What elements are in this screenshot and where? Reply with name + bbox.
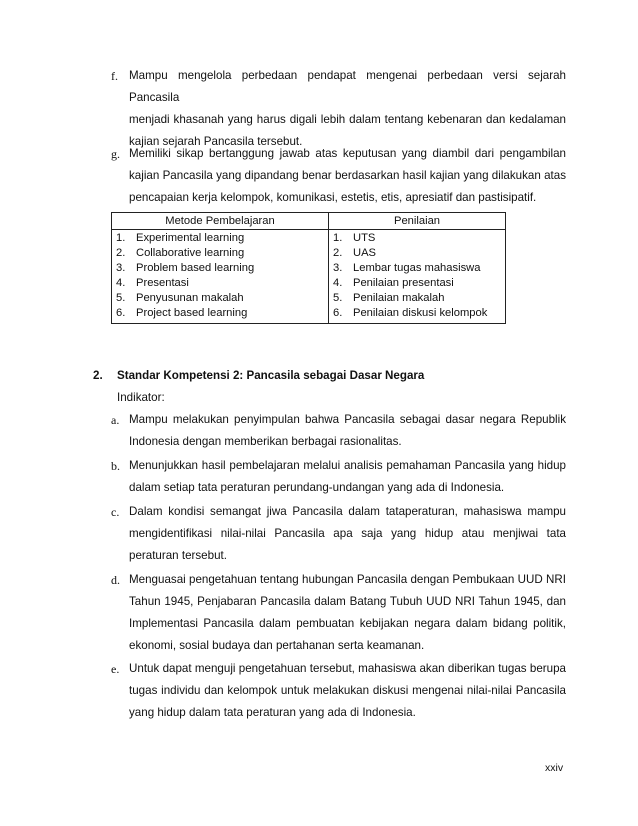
item-line: Indonesia dengan memberikan berbagai rasionalitas. xyxy=(129,435,402,448)
item-line: pencapaian kerja kelompok, komunikasi, estetis, etis, apresiatif dan pastisipatif. xyxy=(129,191,537,204)
item-line: Menunjukkan hasil pembelajaran melalui analisis pemahaman Pancasila yang hidup xyxy=(129,459,566,472)
item-line: Menguasai pengetahuan tentang hubungan Pancasila dengan Pembukaan UUD NRI xyxy=(129,573,566,586)
list-item-e xyxy=(111,658,566,724)
item-line: dalam setiap tata peraturan perundang-undangan yang ada di Indonesia. xyxy=(129,481,505,494)
metode-item: 1. Experimental learning xyxy=(116,232,245,244)
list-item-c xyxy=(111,501,566,567)
metode-item: 6. Project based learning xyxy=(116,307,248,319)
penilaian-item: 3. Lembar tugas mahasiswa xyxy=(333,262,481,274)
item-label: c. xyxy=(111,505,120,519)
list-item-g xyxy=(111,143,566,209)
learning-method-table xyxy=(111,212,506,324)
item-line: yang hidup dalam tata peraturan yang ada di Indonesia. xyxy=(129,706,416,719)
list-item-b xyxy=(111,455,566,499)
penilaian-cell xyxy=(329,230,506,324)
item-line: Tahun 1945, Penjabaran Pancasila dalam Batang Tubuh UUD NRI Tahun 1945, dan xyxy=(129,595,566,608)
penilaian-item: 5. Penilaian makalah xyxy=(333,292,445,304)
section-heading xyxy=(93,366,424,386)
table-header-metode: Metode Pembelajaran xyxy=(112,213,329,230)
metode-cell xyxy=(112,230,329,324)
item-line: Dalam kondisi semangat jiwa Pancasila dalam tataperaturan, mahasiswa mampu xyxy=(129,505,566,518)
metode-item: 5. Penyusunan makalah xyxy=(116,292,244,304)
table-header-penilaian: Penilaian xyxy=(329,213,506,230)
item-label: d. xyxy=(111,573,120,587)
penilaian-item: 4. Penilaian presentasi xyxy=(333,277,454,289)
item-line: kajian Pancasila yang dipandang benar berdasarkan hasil kajian yang dilakukan atas xyxy=(129,169,566,182)
item-line: kajian sejarah Pancasila tersebut. xyxy=(129,135,303,148)
page-number: xxiv xyxy=(545,762,564,774)
item-line: Implementasi Pancasila dalam pembuatan kebijakan negara dalam bidang politik, xyxy=(129,617,566,630)
list-item-a xyxy=(111,409,566,453)
list-item-d xyxy=(111,569,566,657)
item-line: tugas individu dan kelompok untuk melakukan diskusi mengenai nilai-nilai Pancasila xyxy=(129,684,566,697)
item-line: ekonomi, sosial budaya dan pertahanan serta keamanan. xyxy=(129,639,425,652)
item-label: a. xyxy=(111,413,120,427)
indikator-label: Indikator: xyxy=(117,391,165,404)
metode-item: 2. Collaborative learning xyxy=(116,247,245,259)
penilaian-item: 1. UTS xyxy=(333,232,376,244)
item-label: f. xyxy=(111,69,118,83)
item-label: e. xyxy=(111,662,120,676)
item-line: Untuk dapat menguji pengetahuan tersebut, mahasiswa akan diberikan tugas berupa xyxy=(129,662,566,675)
penilaian-item: 6. Penilaian diskusi kelompok xyxy=(333,307,488,319)
item-line: menjadi khasanah yang harus digali lebih dalam tentang kebenaran dan kedalaman xyxy=(129,113,566,126)
table-row xyxy=(112,230,506,324)
item-line: Mampu melakukan penyimpulan bahwa Pancasila sebagai dasar negara Republik xyxy=(129,413,566,426)
item-line: peraturan tersebut. xyxy=(129,549,227,562)
item-line: Mampu mengelola perbedaan pendapat mengenai perbedaan versi sejarah Pancasila xyxy=(129,69,566,104)
section-number: 2. xyxy=(93,369,103,382)
list-item-f xyxy=(111,65,566,153)
item-line: mengidentifikasi nilai-nilai Pancasila apa saja yang hidup atau menjiwai tata xyxy=(129,527,566,540)
table-header-row xyxy=(112,213,506,230)
item-label: b. xyxy=(111,459,120,473)
metode-item: 3. Problem based learning xyxy=(116,262,255,274)
penilaian-item: 2. UAS xyxy=(333,247,377,259)
item-line: Memiliki sikap bertanggung jawab atas keputusan yang diambil dari pengambilan xyxy=(129,147,566,160)
item-label: g. xyxy=(111,147,120,161)
metode-item: 4. Presentasi xyxy=(116,277,189,289)
section-title: Standar Kompetensi 2: Pancasila sebagai Dasar Negara xyxy=(117,369,425,382)
